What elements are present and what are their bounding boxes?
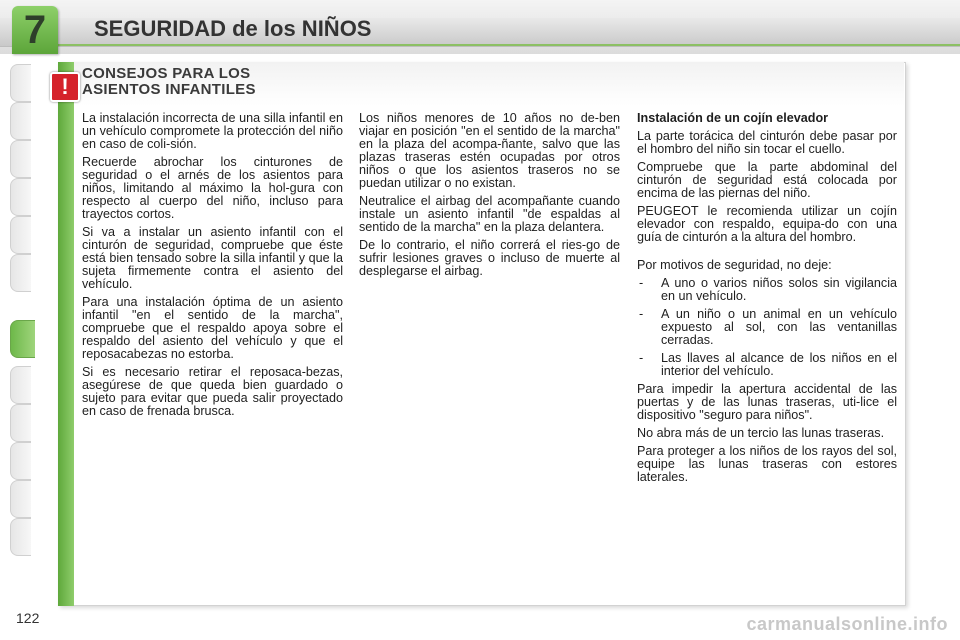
chapter-tab-12[interactable] [10,518,31,556]
paragraph: PEUGEOT le recomienda utilizar un cojín elevador con respaldo, equipa-do con una guía de cinturón a la altura del hombro. [637,204,897,244]
chapter-tab-3[interactable] [10,140,31,178]
paragraph: Los niños menores de 10 años no de-ben viajar en posición "en el sentido de la marcha" en la plaza del acompa-ñante, salvo que las plazas traseras estén ocupadas por otros niños o que los asientos traseros no se puedan utilizar o no existan. [359,111,620,190]
paragraph: Para proteger a los niños de los rayos del sol, equipe las lunas traseras con estores laterales. [637,444,897,484]
chapter-tab-10[interactable] [10,442,31,480]
page-number: 122 [16,610,40,626]
paragraph: Por motivos de seguridad, no deje: [637,258,832,272]
chapter-tab-11[interactable] [10,480,31,518]
chapter-tab-7[interactable] [10,320,35,358]
chapter-tab-8[interactable] [10,366,31,404]
chapter-title: SEGURIDAD de los NIÑOS [94,16,372,41]
chapter-badge [12,6,58,54]
list-item-text: A uno o varios niños solos sin vigilancia en un vehículo. [661,276,897,303]
list-item [637,308,897,347]
list-item-text: Las llaves al alcance de los niños en el interior del vehículo. [661,351,897,378]
paragraph: Para impedir la apertura accidental de las puertas y de las lunas traseras, uti-lice el dispositivo "seguro para niños". [637,382,897,422]
chapter-tab-9[interactable] [10,404,31,442]
paragraph: Compruebe que la parte abdominal del cinturón de seguridad está colocada por encima de las piernas del niño. [637,160,897,200]
subheading: Instalación de un cojín elevador [637,111,829,125]
page-header [0,0,960,54]
chapter-tab-5[interactable] [10,216,31,254]
text-column-3 [637,112,897,489]
section-title [82,66,256,98]
paragraph: Recuerde abrochar los cinturones de seguridad o el arnés de los asientos para niños, limitando al máximo la hol-gura con respecto al cuerpo del niño, incluso para trayectos cortos. [82,155,343,221]
text-column-2 [359,112,620,283]
panel-accent-bar [58,62,74,606]
paragraph: Neutralice el airbag del acompañante cuando instale un asiento infantil "de espaldas al sentido de la marcha" en la plaza delantera. [359,194,620,234]
chapter-tab-6[interactable] [10,254,31,292]
list-item [637,352,897,378]
dash-bullet: - [639,351,644,365]
watermark: carmanualsonline.info [746,614,948,634]
paragraph: No abra más de un tercio las lunas traseras. [637,426,885,440]
text-column-1 [82,112,343,423]
dash-bullet: - [639,307,644,321]
chapter-tab-1[interactable] [10,64,31,102]
paragraph: La instalación incorrecta de una silla infantil en un vehículo compromete la protección del niño en caso de coli-sión. [82,111,343,151]
paragraph: De lo contrario, el niño correrá el ries-go de sufrir lesiones graves o incluso de muerte al desplegarse el airbag. [359,238,620,278]
chapter-tab-4[interactable] [10,178,31,216]
paragraph: Si es necesario retirar el reposaca-bezas, asegúrese de que queda bien guardado o sujeto para evitar que pueda salir proyectado en caso de frenada brusca. [82,365,343,418]
warning-list [637,277,897,378]
paragraph: Para una instalación óptima de un asiento infantil "en el sentido de la marcha", compruebe que el respaldo apoya sobre el respaldo del asiento del vehículo y que el reposacabezas no estorba. [82,295,343,361]
warning-icon: ! [50,72,80,102]
chapter-tabs [10,64,32,574]
header-divider [58,44,960,46]
list-item-text: A un niño o un animal en un vehículo expuesto al sol, con las ventanillas cerradas. [661,307,897,347]
chapter-tab-2[interactable] [10,102,31,140]
list-item [637,277,897,303]
section-title-line1: CONSEJOS PARA LOS [82,65,251,82]
dash-bullet: - [639,276,644,290]
section-title-line2: ASIENTOS INFANTILES [82,81,256,98]
chapter-number: 7 [23,8,47,52]
paragraph: Si va a instalar un asiento infantil con el cinturón de seguridad, compruebe que éste está bien tensado sobre la silla infantil y que la sujeta firmemente contra el asiento del vehículo. [82,225,343,291]
paragraph: La parte torácica del cinturón debe pasar por el hombro del niño sin tocar el cuello. [637,129,897,156]
